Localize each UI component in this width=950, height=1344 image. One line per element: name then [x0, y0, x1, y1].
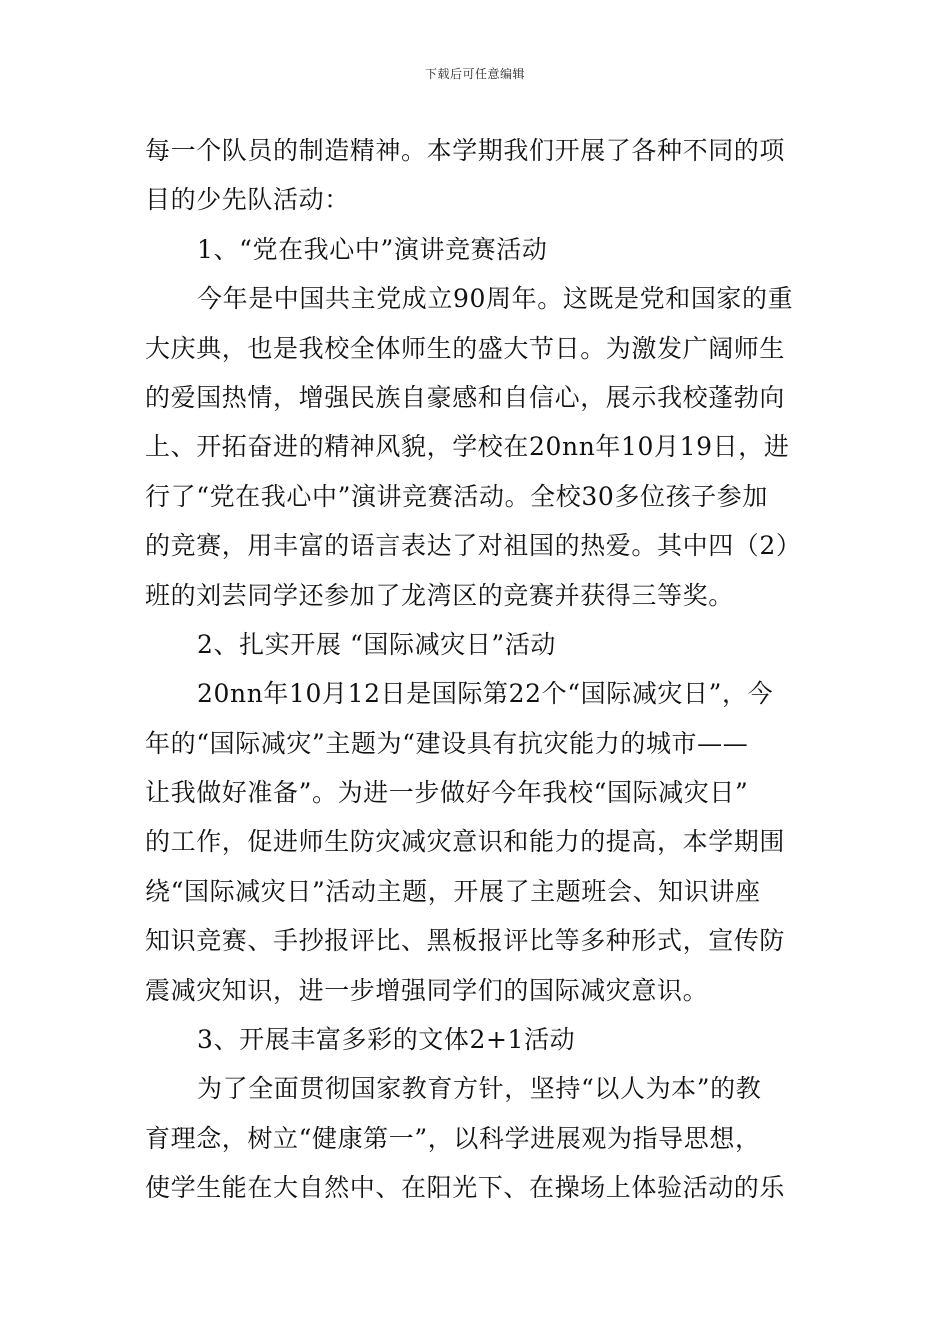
body-line: 育理念，树立“健康第一”，以科学进展观为指导思想，: [145, 1123, 761, 1153]
paragraph-start-line: 今年是中国共主党成立90周年。这既是党和国家的重: [197, 284, 794, 314]
section-heading: 2、扎实开展 “国际减灾日”活动: [197, 629, 557, 659]
body-line: 使学生能在大自然中、在阳光下、在操场上体验活动的乐: [145, 1173, 786, 1203]
body-line: 年的“国际减灾”主题为“建设具有抗灾能力的城市——: [145, 728, 749, 758]
section-heading: 3、开展丰富多彩的文体2+1活动: [197, 1025, 576, 1055]
section-heading: 1、“党在我心中”演讲竞赛活动: [197, 234, 548, 264]
body-line: 震减灾知识，进一步增强同学们的国际减灾意识。: [145, 975, 709, 1005]
page-header: 下载后可任意编辑: [424, 67, 525, 81]
body-line: 知识竞赛、手抄报评比、黑板报评比等多种形式，宣传防: [145, 926, 786, 956]
body-line: 的爱国热情，增强民族自豪感和自信心，展示我校蓬勃向: [145, 382, 786, 412]
body-line: 大庆典，也是我校全体师生的盛大节日。为激发广阔师生: [145, 333, 786, 363]
body-line: 上、开拓奋进的精神风貌，学校在20nn年10月19日，进: [145, 432, 790, 462]
body-line: 班的刘芸同学还参加了龙湾区的竞赛并获得三等奖。: [145, 580, 734, 610]
body-line: 的竞赛，用丰富的语言表达了对祖国的热爱。其中四（2）: [145, 531, 802, 561]
body-line: 让我做好准备”。为进一步做好今年我校“国际减灾日”: [145, 778, 749, 808]
paragraph-start-line: 为了全面贯彻国家教育方针，坚持“以人为本”的教: [197, 1074, 762, 1104]
document-body: [145, 126, 809, 1213]
body-line: 的工作，促进师生防灾减灾意识和能力的提高，本学期围: [145, 827, 786, 857]
body-line: 行了“党在我心中”演讲竞赛活动。全校30多位孩子参加: [145, 481, 768, 511]
paragraph-start-line: 20nn年10月12日是国际第22个“国际减灾日”，今: [197, 679, 774, 709]
body-line: 目的少先队活动：: [145, 185, 350, 215]
body-line: 绕“国际减灾日”活动主题，开展了主题班会、知识讲座: [145, 876, 761, 906]
body-line: 每一个队员的制造精神。本学期我们开展了各种不同的项: [145, 136, 786, 165]
